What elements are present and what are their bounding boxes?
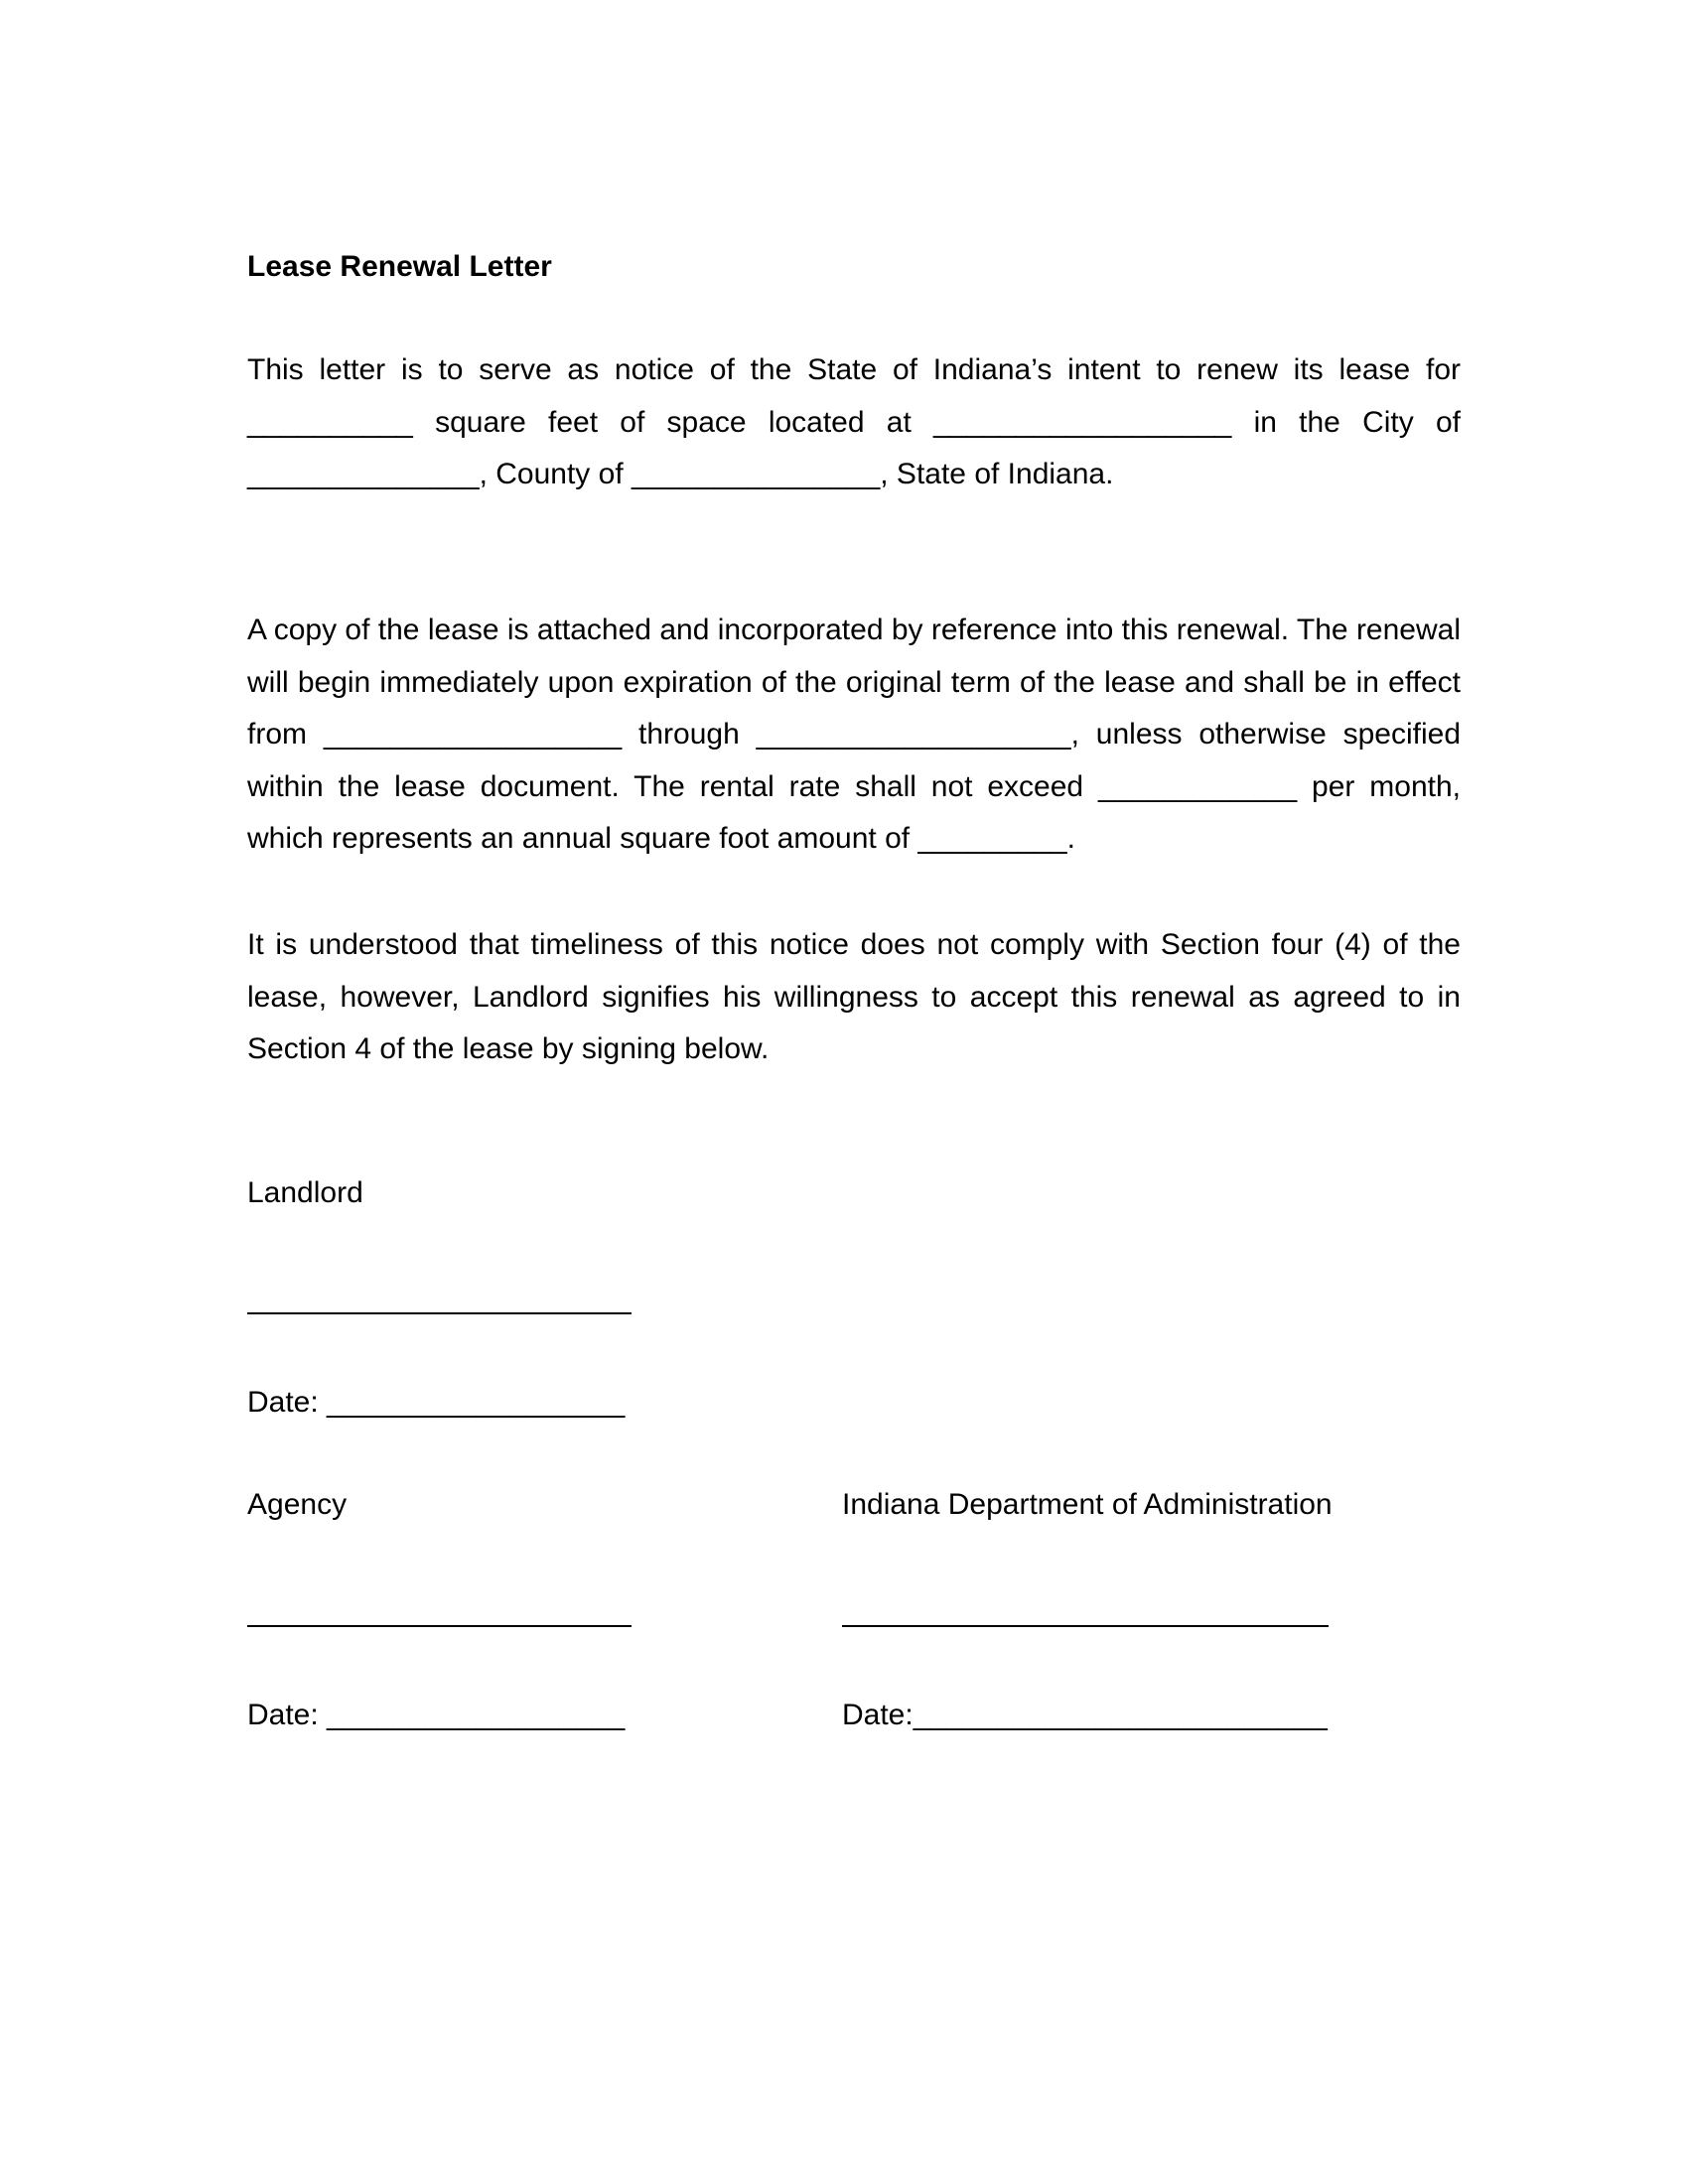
lease-terms-paragraph: A copy of the lease is attached and incorporated by reference into this renewal. The renewal will begin immediately upon expiration of the original term of the lease and shall be in effect from __________________ through ___________________, unless otherwise specified within the lease document. The rental rate shall not exceed ____________ per month, which represents an annual square foot amount of _________. bbox=[247, 614, 1461, 855]
ida-date: Date:_________________________ bbox=[842, 1699, 1328, 1731]
agency-date: Date: __________________ bbox=[247, 1699, 626, 1731]
ida-label: Indiana Department of Administration bbox=[842, 1488, 1333, 1521]
notice-paragraph: This letter is to serve as notice of the State of Indiana’s intent to renew its lease for __________ square feet of space located at __________________ in the City of ______________, County of _______________, State of Indiana. bbox=[247, 353, 1461, 490]
landlord-date: Date: __________________ bbox=[247, 1386, 626, 1419]
document-page bbox=[247, 0, 1461, 2184]
ida-signature-line bbox=[842, 1625, 1329, 1627]
landlord-label: Landlord bbox=[247, 1176, 363, 1209]
agency-label: Agency bbox=[247, 1488, 348, 1521]
landlord-signature-line bbox=[247, 1312, 632, 1314]
agency-signature-line bbox=[247, 1625, 632, 1627]
acceptance-paragraph: It is understood that timeliness of this notice does not comply with Section four (4) of the lease, however, Landlord signifies his willingness to accept this renewal as agreed to in Section 4 of the lease by signing below. bbox=[247, 928, 1461, 1065]
letter-title: Lease Renewal Letter bbox=[247, 250, 552, 283]
